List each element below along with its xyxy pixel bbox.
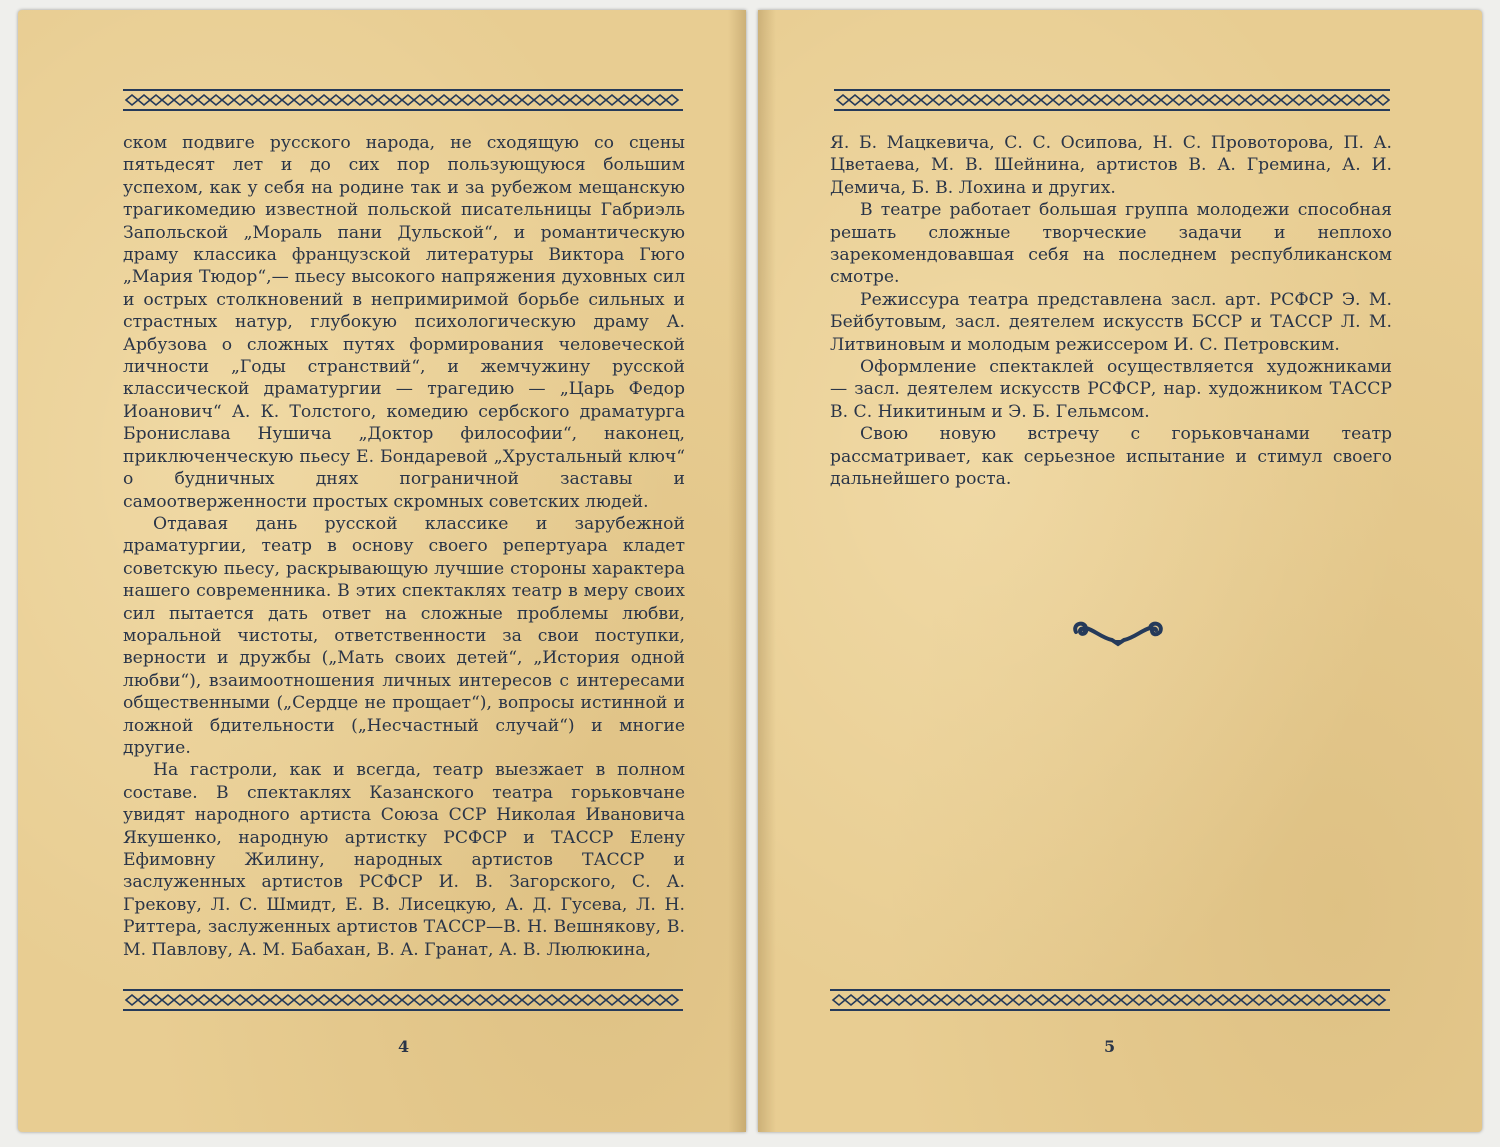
diamond-link [606, 95, 618, 105]
diamond-link [1173, 95, 1185, 105]
diamond-link [402, 95, 414, 105]
diamond-link [174, 995, 186, 1005]
diamond-link [270, 995, 282, 1005]
diamond-link [837, 95, 849, 105]
diamond-link [953, 995, 965, 1005]
diamond-link [1001, 995, 1013, 1005]
diamond-link [1353, 95, 1365, 105]
diamond-link [993, 95, 1005, 105]
diamond-link [873, 95, 885, 105]
diamond-link [462, 995, 474, 1005]
diamond-link [1025, 995, 1037, 1005]
paragraph: Оформление спектаклей осуществляется художниками — засл. деятелем искусств РСФСР, нар. художником ТАССР В. С. Никитиным и Э. Б. Гельмсом. [830, 357, 1392, 422]
diamond-link [1017, 95, 1029, 105]
diamond-link [318, 95, 330, 105]
diamond-link [186, 95, 198, 105]
diamond-link [666, 95, 678, 105]
diamond-link [1097, 995, 1109, 1005]
diamond-link [618, 95, 630, 105]
diamond-link [909, 95, 921, 105]
diamond-link [222, 995, 234, 1005]
diamond-link [1049, 995, 1061, 1005]
diamond-link [282, 995, 294, 1005]
diamond-link [450, 95, 462, 105]
diamond-link [570, 995, 582, 1005]
diamond-link [630, 95, 642, 105]
paragraph: ском подвиге русского народа, не сходящую со сцены пятьдесят лет и до сих пор пользующуюся большим успехом, как у себя на родине так и за рубежом мещанскую трагикомедию известной польской писательницы Габриэль Запольской „Мораль пани Дульской“, и романтическую драму классика французской литературы Виктора Гюго „Мария Тюдор“,— пьесу высокого напряжения духовных сил и острых столкновений в непримиримой борьбе сильных и страстных натур, глубокую психологическую драму А. Арбузова о сложных путях формирования человеческой личности „Годы странствий“, и жемчужину русской классической драматургии — трагедию — „Царь Федор Иоанович“ А. К. Толстого, комедию сербского драматурга Бронислава Нушича „Доктор философии“, наконец, приключенческую пьесу Е. Бондаревой „Хрустальный ключ“ о будничных днях пограничной заставы и самоотверженности простых скромных советских людей. [123, 133, 685, 512]
diamond-link [1209, 95, 1221, 105]
diamond-link [1329, 95, 1341, 105]
diamond-link [570, 95, 582, 105]
diamond-link [534, 95, 546, 105]
diamond-link [881, 995, 893, 1005]
diamond-link [186, 995, 198, 1005]
diamond-link [174, 95, 186, 105]
diamond-link [558, 95, 570, 105]
diamond-link [318, 995, 330, 1005]
diamond-link [1301, 995, 1313, 1005]
paragraph: Я. Б. Мацкевича, С. С. Осипова, Н. С. Провоторова, П. А. Цветаева, М. В. Шейнина, артистов В. А. Гремина, А. И. Демича, Б. В. Лохина и других. [830, 133, 1392, 198]
diamond-link [294, 995, 306, 1005]
left-page [18, 10, 746, 1132]
diamond-link [1229, 995, 1241, 1005]
diamond-link [941, 995, 953, 1005]
diamond-link [642, 995, 654, 1005]
diamond-link [861, 95, 873, 105]
diamond-link [546, 995, 558, 1005]
diamond-link [378, 995, 390, 1005]
diamond-link [378, 95, 390, 105]
diamond-link [845, 995, 857, 1005]
diamond-link [438, 995, 450, 1005]
diamond-link [1269, 95, 1281, 105]
diamond-link [1061, 995, 1073, 1005]
diamond-link [849, 95, 861, 105]
diamond-link [1161, 95, 1173, 105]
diamond-link [969, 95, 981, 105]
diamond-link [1013, 995, 1025, 1005]
right-page [758, 10, 1482, 1132]
diamond-link [1317, 95, 1329, 105]
diamond-link [498, 95, 510, 105]
diamond-link [1101, 95, 1113, 105]
diamond-link [138, 95, 150, 105]
diamond-link [1221, 95, 1233, 105]
diamond-link [414, 995, 426, 1005]
diamond-link [162, 995, 174, 1005]
diamond-link [522, 95, 534, 105]
diamond-link [1365, 95, 1377, 105]
diamond-link [1109, 995, 1121, 1005]
diamond-link [282, 95, 294, 105]
diamond-link [1037, 995, 1049, 1005]
diamond-link [1373, 995, 1385, 1005]
diamond-link [1245, 95, 1257, 105]
diamond-link [1193, 995, 1205, 1005]
diamond-link [486, 95, 498, 105]
top-ornament-border [834, 89, 1390, 111]
diamond-link [234, 995, 246, 1005]
diamond-link [1181, 995, 1193, 1005]
diamond-link [981, 95, 993, 105]
diamond-link [1113, 95, 1125, 105]
diamond-link [234, 95, 246, 105]
diamond-link [1073, 995, 1085, 1005]
diamond-link [390, 995, 402, 1005]
diamond-link [1361, 995, 1373, 1005]
diamond-link [558, 995, 570, 1005]
diamond-link [330, 95, 342, 105]
diamond-link [1305, 95, 1317, 105]
diamond-link [606, 995, 618, 1005]
diamond-link [306, 95, 318, 105]
diamond-link [354, 95, 366, 105]
diamond-link [1077, 95, 1089, 105]
diamond-link [1205, 995, 1217, 1005]
diamond-link [1293, 95, 1305, 105]
diamond-link [426, 95, 438, 105]
diamond-link [1277, 995, 1289, 1005]
diamond-link [546, 95, 558, 105]
diamond-link [1157, 995, 1169, 1005]
paragraph: На гастроли, как и всегда, театр выезжает в полном составе. В спектаклях Казанского театра горьковчане увидят народного артиста Союза ССР Николая Ивановича Якушенко, народную артистку РСФСР и ТАССР Елену Ефимовну Жилину, народных артистов ТАССР и заслуженных артистов РСФСР И. В. Загорского, С. А. Грекову, Л. С. Шмидт, Е. В. Лисецкую, А. Д. Гусева, Л. Н. Риттера, заслуженных артистов ТАССР—В. Н. Вешнякову, В. М. Павлову, А. М. Бабахан, В. А. Гранат, А. В. Люлюкина, [123, 760, 685, 960]
diamond-link [522, 995, 534, 1005]
diamond-link [897, 95, 909, 105]
diamond-link [1085, 995, 1097, 1005]
right-gutter-shadow [758, 10, 776, 1132]
paragraph: В театре работает большая группа молодежи способная решать сложные творческие задачи и неплохо зарекомендовавшая себя на последнем республиканском смотре. [830, 200, 1392, 288]
diamond-link [885, 95, 897, 105]
diamond-link [150, 995, 162, 1005]
diamond-link [126, 995, 138, 1005]
diamond-link [354, 995, 366, 1005]
diamond-link [1217, 995, 1229, 1005]
diamond-link [510, 995, 522, 1005]
left-page-text [123, 132, 685, 961]
diamond-link [642, 95, 654, 105]
diamond-link [1253, 995, 1265, 1005]
diamond-link [210, 95, 222, 105]
diamond-link [654, 995, 666, 1005]
page-number: 5 [1104, 1037, 1116, 1056]
diamond-link [666, 995, 678, 1005]
diamond-link [258, 995, 270, 1005]
diamond-link [618, 995, 630, 1005]
diamond-link [270, 95, 282, 105]
diamond-link [917, 995, 929, 1005]
diamond-link [474, 995, 486, 1005]
diamond-link [1185, 95, 1197, 105]
diamond-link [1377, 95, 1389, 105]
diamond-link [630, 995, 642, 1005]
diamond-link [342, 95, 354, 105]
diamond-link [1349, 995, 1361, 1005]
diamond-link [921, 95, 933, 105]
diamond-link [306, 995, 318, 1005]
diamond-link [1029, 95, 1041, 105]
diamond-link [1125, 95, 1137, 105]
diamond-link [1053, 95, 1065, 105]
diamond-link [402, 995, 414, 1005]
diamond-link [1005, 95, 1017, 105]
diamond-link [945, 95, 957, 105]
diamond-link [246, 995, 258, 1005]
diamond-link [342, 995, 354, 1005]
diamond-link [977, 995, 989, 1005]
diamond-link [1149, 95, 1161, 105]
diamond-link [869, 995, 881, 1005]
diamond-link [330, 995, 342, 1005]
diamond-link [1281, 95, 1293, 105]
diamond-link [594, 95, 606, 105]
diamond-link [1241, 995, 1253, 1005]
diamond-link [957, 95, 969, 105]
diamond-link [1233, 95, 1245, 105]
diamond-link [450, 995, 462, 1005]
page-number: 4 [398, 1037, 410, 1056]
bottom-ornament-border [123, 989, 683, 1011]
right-page-text [830, 132, 1392, 491]
diamond-link [1341, 95, 1353, 105]
diamond-link [1133, 995, 1145, 1005]
diamond-link [1137, 95, 1149, 105]
diamond-link [246, 95, 258, 105]
paragraph: Отдавая дань русской классике и зарубежной драматургии, театр в основу своего репертуара кладет советскую пьесу, раскрывающую лучшие стороны характера нашего современника. В этих спектаклях театр в меру своих сил пытается дать ответ на сложные проблемы любви, моральной чистоты, ответственности за свои поступки, верности и дружбы („Мать своих детей“, „История одной любви“), взаимоотношения личных интересов с интересами общественными („Сердце не прощает“), вопросы истинной и ложной бдительности („Несчастный случай“) и многие другие. [123, 513, 685, 758]
diamond-link [1337, 995, 1349, 1005]
diamond-link [1313, 995, 1325, 1005]
diamond-link [1169, 995, 1181, 1005]
diamond-link [929, 995, 941, 1005]
diamond-link [1265, 995, 1277, 1005]
paragraph: Режиссура театра представлена засл. арт. РСФСР Э. М. Бейбутовым, засл. деятелем искусств БССР и ТАССР Л. М. Литвиновым и молодым режиссером И. С. Петровским. [830, 289, 1392, 355]
diamond-link [1289, 995, 1301, 1005]
diamond-link [1197, 95, 1209, 105]
diamond-link [438, 95, 450, 105]
diamond-link [933, 95, 945, 105]
diamond-link [138, 995, 150, 1005]
diamond-link [893, 995, 905, 1005]
diamond-link [366, 95, 378, 105]
left-gutter-shadow [728, 10, 746, 1132]
diamond-link [654, 95, 666, 105]
diamond-link [498, 995, 510, 1005]
diamond-link [474, 95, 486, 105]
diamond-link [510, 95, 522, 105]
diamond-link [294, 95, 306, 105]
diamond-link [486, 995, 498, 1005]
diamond-link [1145, 995, 1157, 1005]
diamond-link [905, 995, 917, 1005]
diamond-link [1121, 995, 1133, 1005]
bottom-ornament-border [830, 989, 1390, 1011]
diamond-link [210, 995, 222, 1005]
diamond-link [162, 95, 174, 105]
diamond-link [965, 995, 977, 1005]
diamond-link [126, 95, 138, 105]
diamond-link [1257, 95, 1269, 105]
diamond-link [150, 95, 162, 105]
diamond-link [222, 95, 234, 105]
diamond-link [582, 95, 594, 105]
diamond-link [534, 995, 546, 1005]
diamond-link [833, 995, 845, 1005]
diamond-link [198, 95, 210, 105]
flourish-ornament-icon [1068, 614, 1168, 648]
top-ornament-border [123, 89, 683, 111]
diamond-link [1065, 95, 1077, 105]
diamond-link [1089, 95, 1101, 105]
diamond-link [1325, 995, 1337, 1005]
diamond-link [594, 995, 606, 1005]
diamond-link [426, 995, 438, 1005]
diamond-link [857, 995, 869, 1005]
diamond-link [414, 95, 426, 105]
diamond-link [198, 995, 210, 1005]
diamond-link [989, 995, 1001, 1005]
diamond-link [390, 95, 402, 105]
diamond-link [366, 995, 378, 1005]
diamond-link [1041, 95, 1053, 105]
paragraph: Свою новую встречу с горьковчанами театр рассматривает, как серьезное испытание и стимул своего дальнейшего роста. [830, 424, 1392, 490]
diamond-link [462, 95, 474, 105]
diamond-link [258, 95, 270, 105]
diamond-link [582, 995, 594, 1005]
